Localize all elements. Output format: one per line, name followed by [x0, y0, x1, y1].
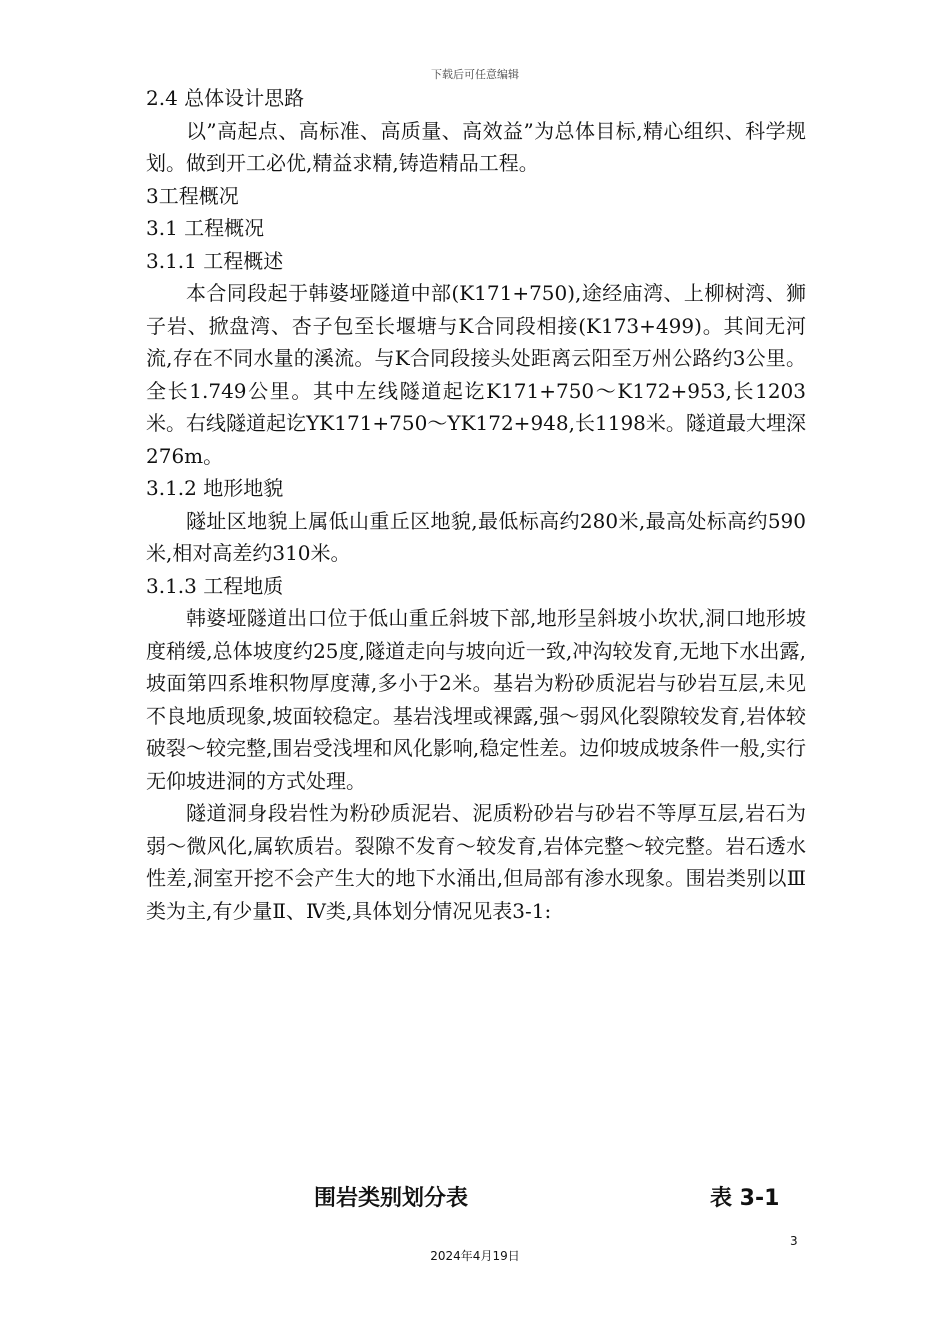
- heading-3-1-2: 3.1.2 地形地貌: [146, 476, 284, 500]
- page-header: 下载后可任意编辑: [431, 68, 519, 81]
- page-number: 3: [790, 1234, 798, 1248]
- heading-2-4: 2.4 总体设计思路: [146, 86, 305, 110]
- table-number: 表 3-1: [710, 1186, 780, 1211]
- paragraph-terrain: 隧址区地貌上属低山重丘区地貌,最低标高约280米,最高处标高约590米,相对高差约310米。: [146, 508, 806, 565]
- page-footer-date: 2024年4月19日: [430, 1249, 520, 1263]
- paragraph-geology-body: 隧道洞身段岩性为粉砂质泥岩、泥质粉砂岩与砂岩不等厚互层,岩石为弱～微风化,属软质岩。裂隙不发育～较发育,岩体完整～较完整。岩石透水性差,洞室开挖不会产生大的地下水涌出,但局部有渗水现象。围岩类别以Ⅲ类为主,有少量Ⅱ、Ⅳ类,具体划分情况见表3-1:: [146, 801, 806, 923]
- table-title: 围岩类别划分表: [314, 1186, 469, 1211]
- heading-3: 3工程概况: [146, 183, 239, 208]
- paragraph-design-idea: 以”高起点、高标准、高质量、高效益”为总体目标,精心组织、科学规划。做到开工必优,精益求精,铸造精品工程。: [146, 118, 806, 175]
- paragraph-geology-portal: 韩婆垭隧道出口位于低山重丘斜坡下部,地形呈斜坡小坎状,洞口地形坡度稍缓,总体坡度约25度,隧道走向与坡向近一致,冲沟较发育,无地下水出露,坡面第四系堆积物厚度薄,多小于2米。基岩为粉砂质泥岩与砂岩互层,未见不良地质现象,坡面较稳定。基岩浅埋或裸露,强～弱风化裂隙较发育,岩体较破裂～较完整,围岩受浅埋和风化影响,稳定性差。边仰坡成坡条件一般,实行无仰坡进洞的方式处理。: [146, 606, 806, 793]
- heading-3-1: 3.1 工程概况: [146, 216, 265, 240]
- heading-3-1-1: 3.1.1 工程概述: [146, 248, 284, 273]
- document-body: [146, 82, 806, 927]
- paragraph-overview: 本合同段起于韩婆垭隧道中部(K171+750),途经庙湾、上柳树湾、狮子岩、掀盘湾、杏子包至长堰塘与K合同段相接(K173+499)。其间无河流,存在不同水量的溪流。与K合同段接头处距离云阳至万州公路约3公里。全长1.749公里。其中左线隧道起讫K171+750～K172+953,长1203米。右线隧道起讫YK171+750～YK172+948,长1198米。隧道最大埋深276m。: [146, 281, 806, 468]
- heading-3-1-3: 3.1.3 工程地质: [146, 573, 284, 598]
